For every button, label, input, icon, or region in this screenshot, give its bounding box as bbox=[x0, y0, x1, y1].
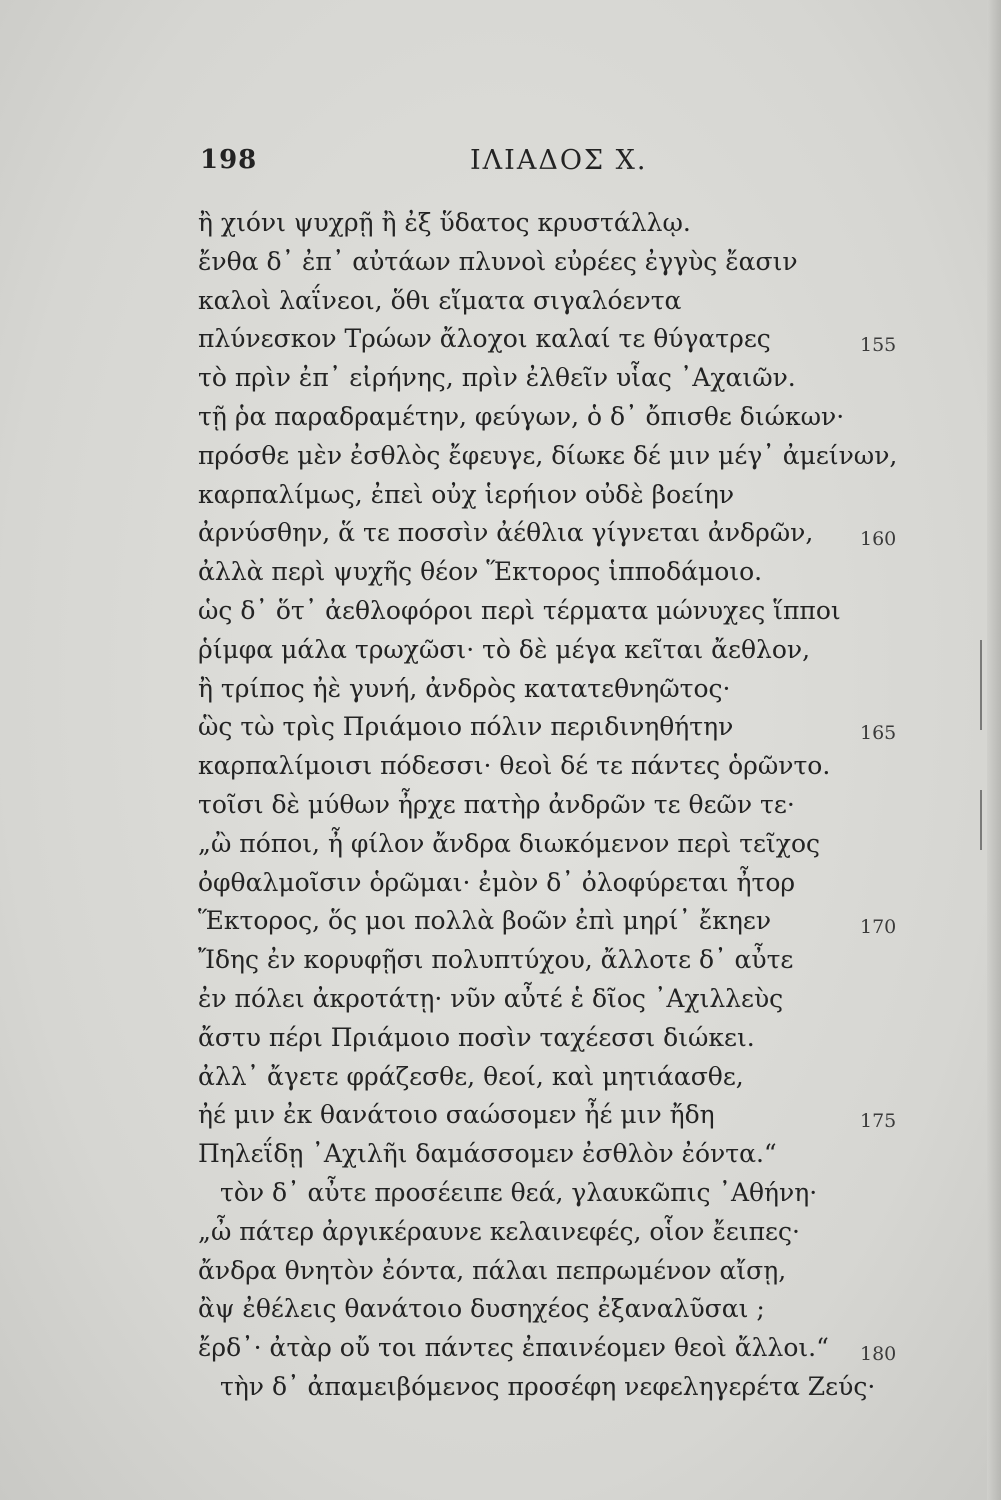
verse-line bbox=[198, 1135, 878, 1174]
verse-text: τὴν δ᾽ ἀπαμειβόμενος προσέφη νεφεληγερέτα Ζεύς· bbox=[220, 1371, 876, 1401]
verse-line bbox=[198, 437, 898, 476]
verse-line bbox=[198, 243, 878, 282]
verse-line bbox=[198, 708, 897, 747]
page-number: 198 bbox=[200, 145, 258, 175]
running-title: ΙΛΙΑΔΟΣ Χ. bbox=[470, 145, 648, 176]
verse-text: „ὦ πάτερ ἀργικέραυνε κελαινεφές, οἷον ἔειπες· bbox=[198, 1216, 800, 1246]
verse-line bbox=[198, 670, 878, 709]
verse-text: Ἴδης ἐν κορυφῇσι πολυπτύχου, ἄλλοτε δ᾽ αὖτε bbox=[198, 945, 794, 975]
verse-line bbox=[198, 320, 897, 359]
verse-text: καλοὶ λαΐνεοι, ὅθι εἵματα σιγαλόεντα bbox=[198, 285, 682, 315]
verse-text: ὀφθαλμοῖσιν ὁρῶμαι· ἐμὸν δ᾽ ὀλοφύρεται ἦτορ bbox=[198, 867, 796, 897]
line-number: 165 bbox=[860, 722, 897, 745]
verse-line bbox=[198, 1290, 878, 1329]
verse-text: Πηλεΐδῃ ᾽Αχιλῆι δαμάσσομεν ἐσθλὸν ἐόντα.“ bbox=[198, 1139, 777, 1169]
verse-text: ἐν πόλει ἀκροτάτῃ· νῦν αὖτέ ἑ δῖος ᾽Αχιλλεὺς bbox=[198, 983, 784, 1013]
verse-text: ἀλλ᾽ ἄγετε φράζεσθε, θεοί, καὶ μητιάασθε, bbox=[198, 1061, 744, 1091]
verse-text: ἄνδρα θνητὸν ἐόντα, πάλαι πεπρωμένον αἴσῃ, bbox=[198, 1255, 787, 1285]
verse-text: ὣς τὼ τρὶς Πριάμοιο πόλιν περιδινηθήτην bbox=[198, 712, 734, 742]
verse-text: τῇ ῥα παραδραμέτην, φεύγων, ὁ δ᾽ ὄπισθε διώκων· bbox=[198, 401, 845, 431]
verse-text: ἢ χιόνι ψυχρῇ ἢ ἐξ ὕδατος κρυστάλλῳ. bbox=[198, 208, 691, 237]
verse-line bbox=[198, 1252, 878, 1291]
verse-text: ἀλλὰ περὶ ψυχῆς θέον Ἕκτορος ἱπποδάμοιο. bbox=[198, 557, 763, 587]
verse-line bbox=[198, 941, 878, 980]
verse-text: πρόσθε μὲν ἐσθλὸς ἔφευγε, δίωκε δέ μιν μέγ᾽ ἀμείνων, bbox=[198, 440, 898, 470]
verse-line bbox=[198, 631, 878, 670]
verse-line bbox=[198, 786, 878, 825]
verse-line bbox=[198, 476, 878, 515]
verse-line bbox=[198, 1368, 878, 1407]
verse-text: ἢ τρίπος ἠὲ γυνή, ἀνδρὸς κατατεθνηῶτος· bbox=[198, 673, 731, 703]
verse-text: Ἕκτορος, ὅς μοι πολλὰ βοῶν ἐπὶ μηρί᾽ ἔκηεν bbox=[198, 906, 772, 936]
line-number: 170 bbox=[860, 916, 897, 939]
verse-line bbox=[198, 980, 878, 1019]
verse-line bbox=[198, 1174, 878, 1213]
line-number: 155 bbox=[860, 334, 897, 357]
verse-line bbox=[198, 553, 878, 592]
verse-text: πλύνεσκον Τρώων ἄλοχοι καλαί τε θύγατρες bbox=[198, 324, 771, 354]
margin-mark bbox=[980, 640, 982, 730]
line-number: 175 bbox=[860, 1110, 897, 1133]
verse-line bbox=[198, 902, 897, 941]
verse-line bbox=[198, 1096, 897, 1135]
verse-text: ῥίμφα μάλα τρωχῶσι· τὸ δὲ μέγα κεῖται ἄεθλον, bbox=[198, 634, 811, 664]
verse-text: ἔρδ᾽· ἀτὰρ οὔ τοι πάντες ἐπαινέομεν θεοὶ ἄλλοι.“ bbox=[198, 1333, 829, 1363]
margin-mark bbox=[980, 790, 982, 850]
verse-text: ὡς δ᾽ ὅτ᾽ ἀεθλοφόροι περὶ τέρματα μώνυχες ἵπποι bbox=[198, 595, 841, 625]
verse-text: καρπαλίμως, ἐπεὶ οὐχ ἱερήιον οὐδὲ βοείην bbox=[198, 479, 735, 509]
verse-line bbox=[198, 282, 878, 321]
verse-line bbox=[198, 592, 878, 631]
verse-line bbox=[198, 514, 897, 553]
line-number: 180 bbox=[860, 1343, 897, 1366]
verse-line bbox=[198, 204, 878, 243]
line-number: 160 bbox=[860, 528, 897, 551]
page-edge bbox=[987, 0, 1001, 1500]
verse-line bbox=[198, 1058, 878, 1097]
verse-text: καρπαλίμοισι πόδεσσι· θεοὶ δέ τε πάντες ὁρῶντο. bbox=[198, 751, 831, 781]
verse-line bbox=[198, 864, 878, 903]
verse-text: ἄστυ πέρι Πριάμοιο ποσὶν ταχέεσσι διώκει. bbox=[198, 1022, 755, 1052]
verse-line bbox=[198, 359, 878, 398]
verse-text: ἂψ ἐθέλεις θανάτοιο δυσηχέος ἐξαναλῦσαι ; bbox=[198, 1294, 765, 1324]
verse-line bbox=[198, 1019, 878, 1058]
verse-line bbox=[198, 825, 878, 864]
verse-text: τὸ πρὶν ἐπ᾽ εἰρήνης, πρὶν ἐλθεῖν υἷας ᾽Αχαιῶν. bbox=[198, 363, 796, 393]
verse-line bbox=[198, 747, 878, 786]
verse-block bbox=[198, 204, 898, 1407]
verse-line bbox=[198, 1329, 897, 1368]
verse-text: τὸν δ᾽ αὖτε προσέειπε θεά, γλαυκῶπις ᾽Αθήνη· bbox=[220, 1177, 818, 1207]
verse-line bbox=[198, 398, 878, 437]
verse-text: „ὢ πόποι, ἦ φίλον ἄνδρα διωκόμενον περὶ τεῖχος bbox=[198, 828, 820, 858]
verse-text: τοῖσι δὲ μύθων ἦρχε πατὴρ ἀνδρῶν τε θεῶν τε· bbox=[198, 789, 795, 819]
verse-text: ἠέ μιν ἐκ θανάτοιο σαώσομεν ἦέ μιν ἤδη bbox=[198, 1100, 715, 1130]
verse-text: ἔνθα δ᾽ ἐπ᾽ αὐτάων πλυνοὶ εὐρέες ἐγγὺς ἔασιν bbox=[198, 246, 798, 276]
verse-text: ἀρνύσθην, ἅ τε ποσσὶν ἀέθλια γίγνεται ἀνδρῶν, bbox=[198, 518, 814, 548]
verse-line bbox=[198, 1213, 878, 1252]
